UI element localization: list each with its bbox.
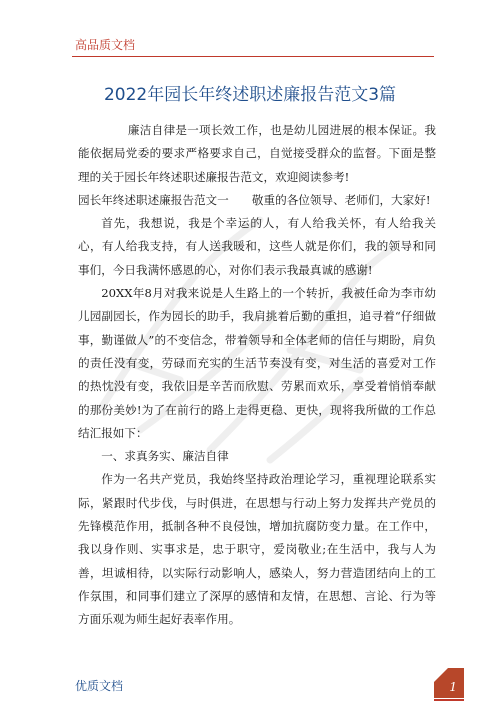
header-label: 高品质文档 xyxy=(75,38,136,52)
header-divider xyxy=(72,56,434,57)
document-body xyxy=(78,119,436,632)
footer-label: 优质文档 xyxy=(75,679,124,693)
greeting: 敬重的各位领导、老师们，大家好! xyxy=(251,192,431,207)
footer-accent-line xyxy=(434,699,464,701)
subheading-1: 一、求真务实、廉洁自律 xyxy=(101,449,229,464)
document-title: 2022年园长年终述职述廉报告范文3篇 xyxy=(103,85,397,105)
page-number-badge xyxy=(434,668,464,698)
paragraph-1: 首先，我想说，我是个幸运的人，有人给我关怀，有人给我关心，有人给我支持，有人送我暖和，这些人就是你们，我的领导和同事们，今日我满怀感恩的心，对你们表示我最真诚的感谢! xyxy=(78,216,436,277)
page-number: 1 xyxy=(449,680,457,694)
section-heading: 园长年终述职述廉报告范文一 xyxy=(78,192,229,207)
section-line xyxy=(78,189,436,212)
badge-fold xyxy=(434,668,448,682)
paragraph-3: 作为一名共产党员，我始终坚持政治理论学习，重视理论联系实际，紧跟时代步伐，与时俱进，在思想与行动上努力发挥共产党员的先锋模范作用，抵制各种不良侵蚀，增加抗腐防变力量。在工作中，我以身作则、实事求是，忠于职守，爱岗敬业;在生活中，我与人为善，坦诚相待，以实际行动影响人，感染人，努力营造团结向上的工作氛围，和同事们建立了深厚的感情和友情，在思想、言论、行为等方面乐观为师生起好表率作用。 xyxy=(78,472,436,627)
paragraph-2: 20XX年8月对我来说是人生路上的一个转折，我被任命为李市幼儿园副园长，作为园长的助手，我肩挑着后勤的重担，追寻着“仔细做事，勤谨做人”的不变信念，带着领导和全体老师的信任与期盼，肩负的责任没有变，劳碌而充实的生活节奏没有变，对生活的喜爱对工作的热忱没有变，我依旧是辛苦而欣慰、劳累而欢乐，享受着悄悄奉献的那份美妙!为了在前行的路上走得更稳、更快，现将我所做的工作总结汇报如下： xyxy=(78,286,436,440)
intro-paragraph: 廉洁自律是一项长效工作，也是幼儿园进展的根本保证。我能依据局党委的要求严格要求自己，自觉接受群众的监督。下面是整理的关于园长年终述职述廉报告范文，欢迎阅读参考! xyxy=(78,123,436,184)
